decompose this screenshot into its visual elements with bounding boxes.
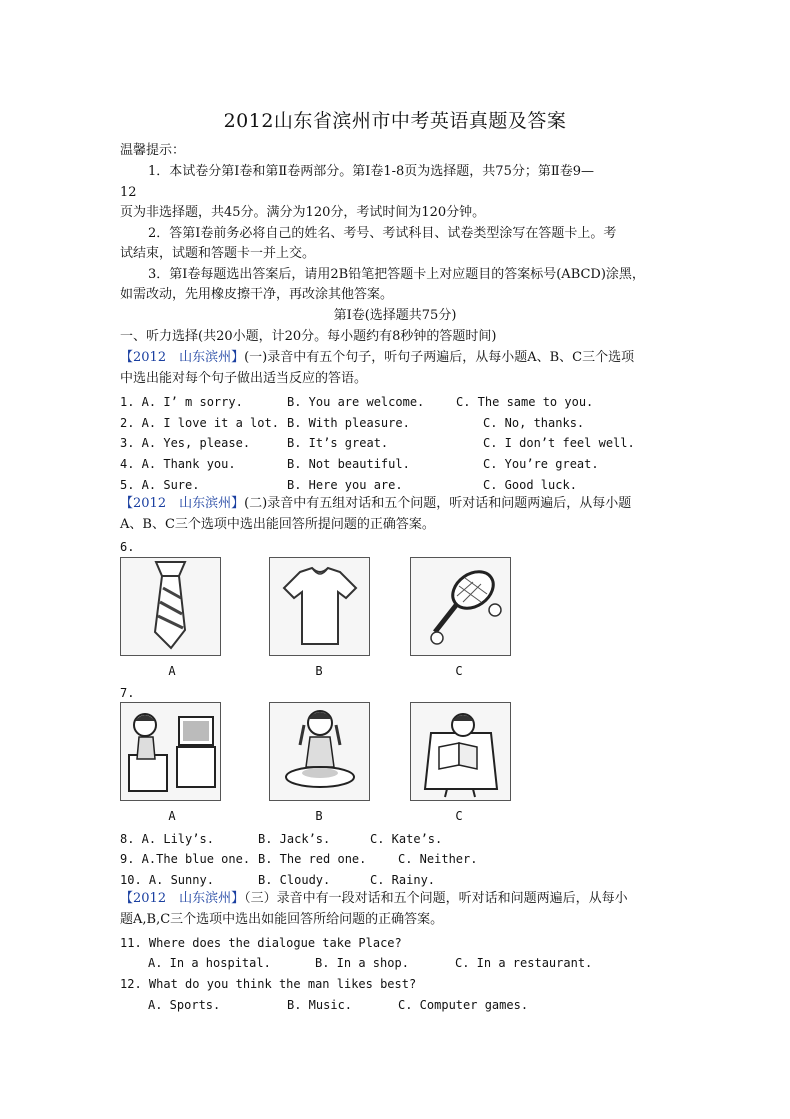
sub1-line-b: 中选出能对每个句子做出适当反应的答语。 [120, 371, 368, 386]
sub3-text-a: （三）录音中有一段对话和五个问题，听对话和问题两遍后，从每小 [244, 891, 628, 906]
sub2-line-a [120, 495, 631, 513]
sub3-line-b: 题A,B,C三个选项中选出如能回答所给问题的正确答案。 [120, 912, 444, 927]
q7-picture-b-washing [269, 702, 370, 801]
q9-option-c: C. Neither. [398, 852, 478, 866]
tennis-racket-icon [411, 558, 510, 655]
tip-2a: 2．答第Ⅰ卷前务必将自己的姓名、考号、考试科目、试卷类型涂写在答题卡上。考 [148, 226, 617, 241]
section1-heading: 一、听力选择(共20小题，计20分。每小题约有8秒钟的答题时间) [120, 329, 497, 344]
q7-label-a: A [168, 809, 176, 823]
q9-option-b: B. The red one. [258, 852, 367, 866]
sub1-text-a: (一)录音中有五个句子，听句子两遍后，从每小题A、B、C三个选项 [244, 350, 635, 365]
q10-option-c: C. Rainy. [370, 873, 436, 887]
q7-picture-c-reading [410, 702, 511, 801]
q6-picture-c-racket [410, 557, 511, 656]
sub2-line-b: A、B、C三个选项中选出能回答所提问题的正确答案。 [120, 517, 435, 532]
q6-label-a: A [168, 664, 176, 678]
q7-picture-a-tv [120, 702, 221, 801]
q7-label-b: B [315, 809, 323, 823]
tip-2b: 试结束，试题和答题卡一并上交。 [120, 246, 316, 261]
q5-option-a: 5. A. Sure. [120, 478, 200, 492]
q10-option-b: B. Cloudy. [258, 873, 331, 887]
q4-option-a: 4. A. Thank you. [120, 457, 236, 471]
sub2-text-a: (二)录音中有五组对话和五个问题，听对话和问题两遍后，从每小题 [244, 496, 632, 511]
part1-title: 第Ⅰ卷(选择题共75分) [333, 308, 457, 323]
q4-option-c: C. You’re great. [483, 457, 599, 471]
tshirt-icon [270, 558, 369, 655]
q8-option-c: C. Kate’s. [370, 832, 443, 846]
q5-option-b: B. Here you are. [287, 478, 403, 492]
q3-option-b: B. It’s great. [287, 436, 389, 450]
q2-option-c: C. No, thanks. [483, 416, 585, 430]
q6-label-b: B [315, 664, 323, 678]
q11-option-c: C. In a restaurant. [455, 956, 593, 970]
q11-option-b: B. In a shop. [315, 956, 409, 970]
q10-option-a: 10. A. Sunny. [120, 873, 214, 887]
q2-option-a: 2. A. I love it a lot. [120, 416, 279, 430]
q3-option-a: 3. A. Yes, please. [120, 436, 251, 450]
q8-option-b: B. Jack’s. [258, 832, 331, 846]
tip-3b: 如需改动，先用橡皮擦干净，再改涂其他答案。 [120, 287, 394, 302]
source-tag: 【2012 山东滨州】 [120, 496, 245, 511]
q12-option-b: B. Music. [287, 998, 353, 1012]
q9-option-a: 9. A.The blue one. [120, 852, 251, 866]
q6-picture-a-tie [120, 557, 221, 656]
tip-1b: 12 [120, 185, 137, 200]
sub1-line-a [120, 349, 634, 367]
tips-heading: 温馨提示： [120, 143, 186, 158]
question-11: 11. Where does the dialogue take Place? [120, 936, 402, 950]
q6-number: 6. [120, 540, 135, 554]
q12-option-c: C. Computer games. [398, 998, 529, 1012]
tie-icon [121, 558, 220, 655]
q5-option-c: C. Good luck. [483, 478, 577, 492]
tip-1c: 页为非选择题，共45分。满分为120分，考试时间为120分钟。 [120, 205, 486, 220]
q7-label-c: C [455, 809, 463, 823]
q1-option-c: C. The same to you. [456, 395, 594, 409]
tip-1a: 1．本试卷分第Ⅰ卷和第Ⅱ卷两部分。第Ⅰ卷1-8页为选择题，共75分；第Ⅱ卷9— [148, 164, 594, 179]
girl-reading-icon [411, 703, 510, 800]
source-tag: 【2012 山东滨州】 [120, 891, 245, 906]
q1-option-a: 1. A. I’ m sorry. [120, 395, 243, 409]
q6-label-c: C [455, 664, 463, 678]
sub3-line-a [120, 890, 628, 908]
q6-picture-b-tshirt [269, 557, 370, 656]
source-tag: 【2012 山东滨州】 [120, 350, 245, 365]
page-title: 2012山东省滨州市中考英语真题及答案 [223, 110, 567, 132]
q8-option-a: 8. A. Lily’s. [120, 832, 214, 846]
q11-option-a: A. In a hospital. [148, 956, 271, 970]
question-12: 12. What do you think the man likes best? [120, 977, 417, 991]
q3-option-c: C. I don’t feel well. [483, 436, 635, 450]
q7-number: 7. [120, 686, 135, 700]
girl-washing-clothes-icon [270, 703, 369, 800]
q12-option-a: A. Sports. [148, 998, 221, 1012]
tip-3a: 3．第Ⅰ卷每题选出答案后，请用2B铅笔把答题卡上对应题目的答案标号(ABCD)涂黑， [148, 267, 645, 282]
girl-watching-tv-icon [121, 703, 220, 800]
q4-option-b: B. Not beautiful. [287, 457, 410, 471]
q1-option-b: B. You are welcome. [287, 395, 425, 409]
q2-option-b: B. With pleasure. [287, 416, 410, 430]
